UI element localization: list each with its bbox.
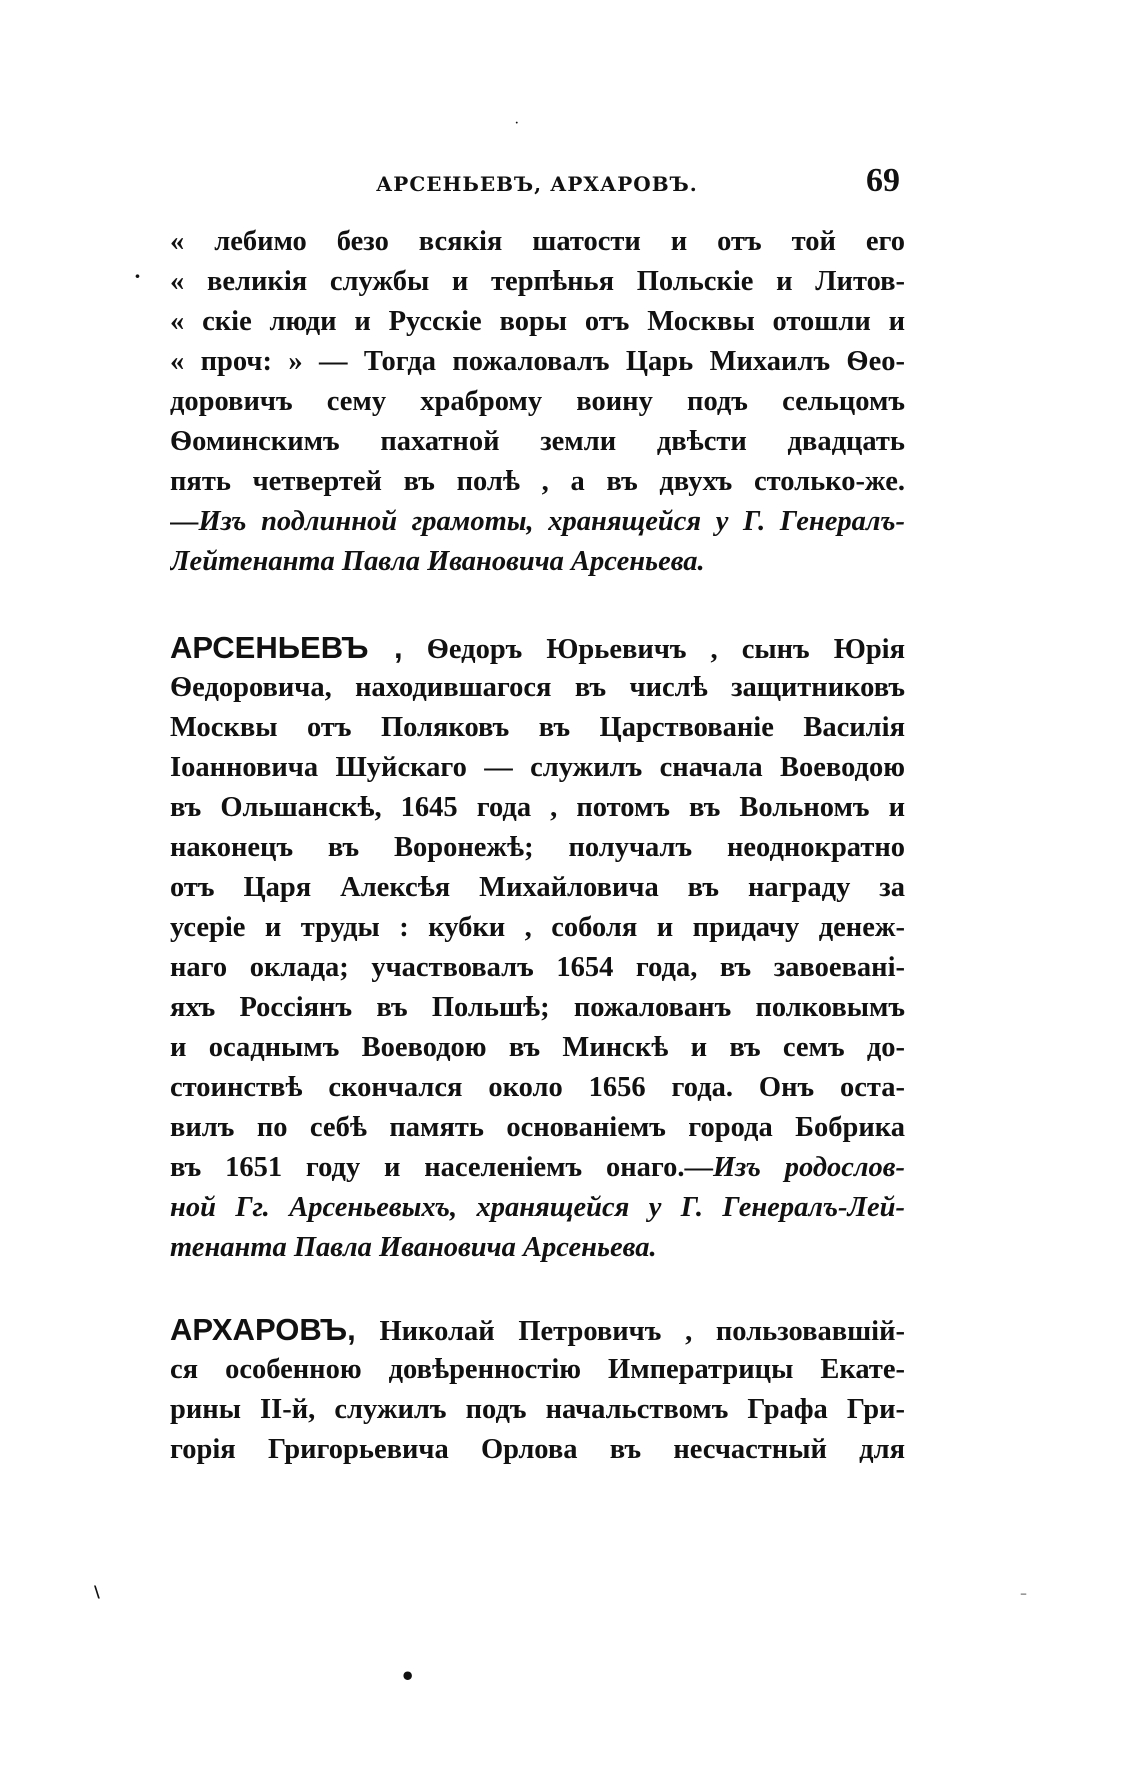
text-line: Ѳедоровича, находившагося въ числѣ защитниковъ — [170, 672, 905, 703]
entry-first-line-text: Николай Петровичъ , пользовавшій- — [379, 1316, 905, 1347]
text-line-mixed — [170, 1148, 905, 1188]
entry-first-line-text: Ѳедоръ Юрьевичъ , сынъ Юрія — [426, 634, 905, 665]
text-line: Ѳоминскимъ пахатной земли двѣсти двадцать — [170, 426, 905, 457]
entry-heading: АРСЕНЬЕВЪ , — [170, 630, 403, 665]
text-line: вилъ по себѣ память основаніемъ города Бобрика — [170, 1112, 905, 1143]
text-line: яхъ Россіянъ въ Польшѣ; пожалованъ полковымъ — [170, 992, 905, 1023]
text-line: « лебимо безо всякія шатости и отъ той его — [170, 226, 905, 257]
text-line: ся особенною довѣренностію Императрицы Екате- — [170, 1354, 905, 1385]
text-line: наконецъ въ Воронежѣ; получалъ неоднократно — [170, 832, 905, 863]
scan-speck: · — [134, 264, 141, 288]
paragraph-continuation — [170, 222, 905, 582]
entry-heading: АРХАРОВЪ, — [170, 1312, 356, 1347]
text-line: усеріе и труды : кубки , соболя и придачу денеж- — [170, 912, 905, 943]
entry-first-line — [170, 628, 905, 668]
text-line: отъ Царя Алексѣя Михайловича въ награду за — [170, 872, 905, 903]
source-citation-line: —Изъ подлинной грамоты, хранящейся у Г. Генералъ- — [170, 506, 905, 537]
running-title: АРСЕНЬЕВЪ, АРХАРОВЪ. — [376, 172, 698, 196]
text-line: пять четвертей въ полѣ , а въ двухъ столько-же. — [170, 466, 905, 497]
text-line: Іоанновича Шуйскаго — служилъ сначала Воеводою — [170, 752, 905, 783]
text-line: « скіе люди и Русскіе воры отъ Москвы отошли и — [170, 306, 905, 337]
text-line: « проч: » — Тогда пожаловалъ Царь Михаилъ Ѳео- — [170, 346, 905, 377]
scan-speck: – — [1020, 1586, 1027, 1602]
entry-arkharov — [170, 1310, 905, 1470]
scan-speck: • — [400, 1662, 416, 1691]
text-line: горія Григорьевича Орлова въ несчастный для — [170, 1434, 905, 1465]
source-citation-line: Лейтенанта Павла Ивановича Арсеньева. — [170, 546, 705, 577]
running-header — [170, 160, 910, 210]
scan-speck: · — [515, 118, 519, 129]
text-line: Москвы отъ Поляковъ въ Царствованіе Василія — [170, 712, 905, 743]
text-line: доровичъ сему храброму воину подъ сельцомъ — [170, 386, 905, 417]
text-line: и осаднымъ Воеводою въ Минскѣ и въ семъ до- — [170, 1032, 905, 1063]
page-number: 69 — [866, 162, 900, 199]
source-citation-start: Изъ родослов- — [713, 1152, 905, 1183]
entry-first-line — [170, 1310, 905, 1350]
text-line: наго оклада; участвовалъ 1654 года, въ завоевані- — [170, 952, 905, 983]
text-plain: въ 1651 году и населеніемъ онаго.— — [170, 1152, 713, 1183]
text-line: рины II-й, служилъ подъ начальствомъ Графа Гри- — [170, 1394, 905, 1425]
source-citation-line: тенанта Павла Ивановича Арсеньева. — [170, 1232, 657, 1263]
entry-arsenev — [170, 628, 905, 1268]
text-line: въ Ольшанскѣ, 1645 года , потомъ въ Вольномъ и — [170, 792, 905, 823]
text-line: стоинствѣ скончался около 1656 года. Онъ оста- — [170, 1072, 905, 1103]
source-citation-line: ной Гг. Арсеньевыхъ, хранящейся у Г. Генералъ-Лей- — [170, 1192, 905, 1223]
scan-speck: \ — [94, 1582, 100, 1601]
text-line: « великія службы и терпѣнья Польскіе и Литов- — [170, 266, 905, 297]
